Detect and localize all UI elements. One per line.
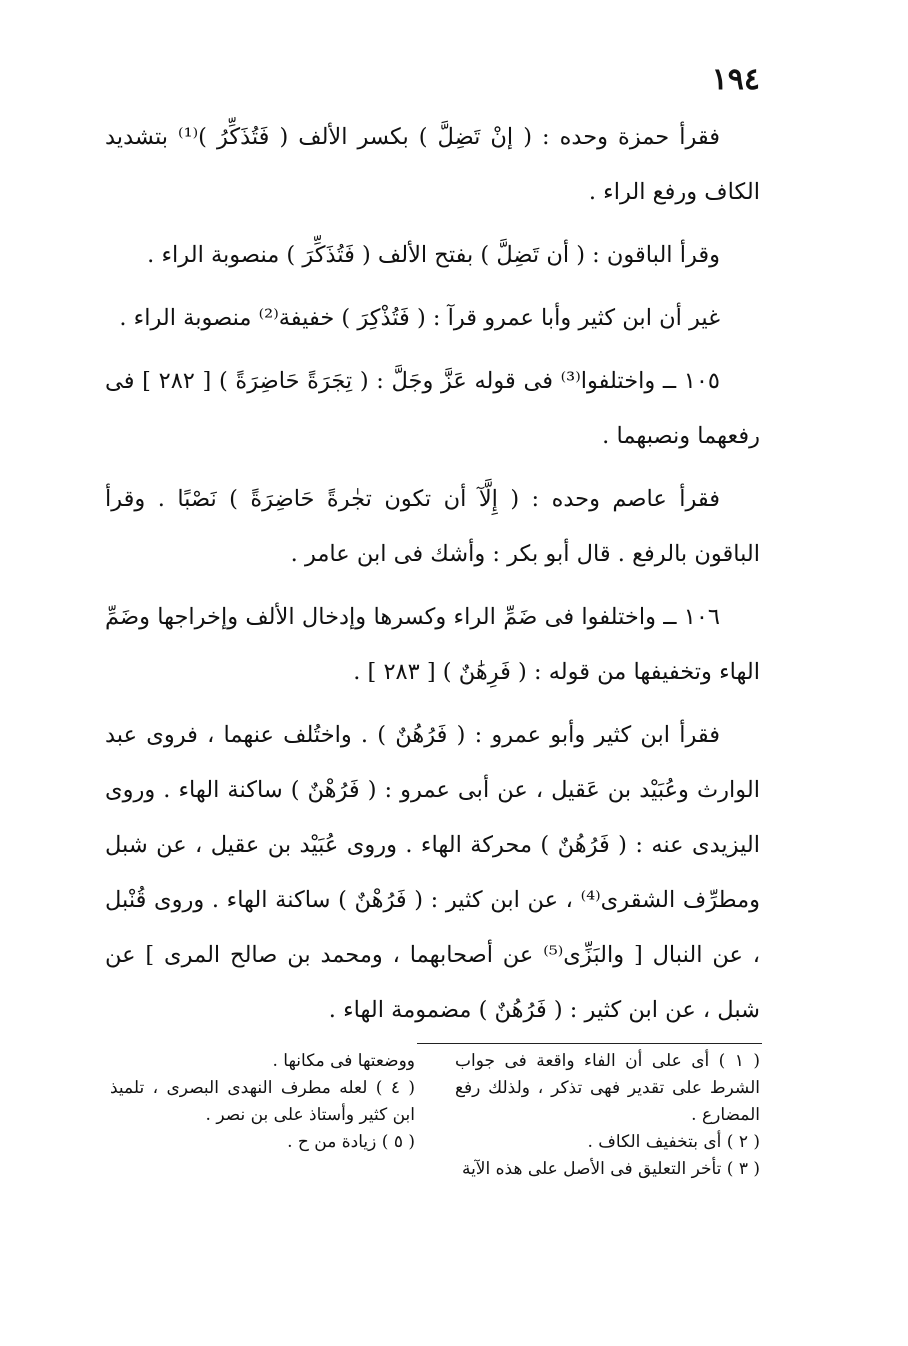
footnotes xyxy=(110,1048,760,1183)
footnote: ( ٥ ) زيادة من ح . xyxy=(287,1132,415,1152)
paragraph: ١٠٦ ــ واختلفوا فى ضَمِّ الراء وكسرها وإدخال الألف وإخراجها وضَمِّ الهاء وتخفيفها من قوله : ( فَرِهَٰنٌ ) [ ٢٨٣ ] . xyxy=(105,604,760,685)
footnote-divider xyxy=(417,1043,762,1044)
footnote: ( ٤ ) لعله مطرف النهدى البصرى ، تلميذ ابن كثير وأستاذ على بن نصر . xyxy=(110,1078,415,1125)
footnote: ( ٢ ) أى بتخفيف الكاف . xyxy=(587,1132,760,1152)
footnote: ( ٣ ) تأخر التعليق فى الأصل على هذه الآية xyxy=(461,1159,760,1179)
body-text xyxy=(105,110,760,1038)
footnote: ( ١ ) أى على أن الفاء واقعة فى جواب الشرط على تقدير فهى تذكر ، ولذلك رفع المضارع . xyxy=(455,1051,761,1125)
paragraph: وقرأ الباقون : ( أن تَضِلَّ ) بفتح الألف ( فَتُذَكِّرَ ) منصوبة الراء . xyxy=(147,242,720,268)
paragraph: فقرأ ابن كثير وأبو عمرو : ( فَرُهُنٌ ) . واختُلف عنهما ، فروى عبد الوارث وعُبَيْد بن عَقيل ، عن أبى عمرو : ( فَرُهْنٌ ) ساكنة الهاء . وروى اليزيدى عنه : ( فَرُهُنٌ ) محركة الهاء . وروى عُبَيْد بن عقيل ، عن شبل ومطرِّف الشقرى⁽⁴⁾ ، عن ابن كثير : ( فَرُهْنٌ ) ساكنة الهاء . وروى قُنْبل ، عن النبال [ والبَزِّى⁽⁵⁾ عن أصحابهما ، ومحمد بن صالح المرى ] عن شبل ، عن ابن كثير : ( فَرُهُنٌ ) مضمومة الهاء . xyxy=(105,722,761,1023)
page-number: ١٩٤ xyxy=(711,62,760,97)
paragraph: فقرأ عاصم وحده : ( إِلَّآ أن تكون تجٰرةً حَاضِرَةً ) نَصْبًا . وقرأ الباقون بالرفع . قال أبو بكر : وأشك فى ابن عامر . xyxy=(105,486,760,567)
paragraph: غير أن ابن كثير وأبا عمرو قرآ : ( فَتُذْكِرَ ) خفيفة⁽²⁾ منصوبة الراء . xyxy=(119,305,720,331)
footnotes-right-column xyxy=(455,1048,760,1183)
footnotes-left-column xyxy=(110,1048,415,1183)
paragraph: ١٠٥ ــ واختلفوا⁽³⁾ فى قوله عَزَّ وجَلَّ : ( تِجَرَةً حَاضِرَةً ) [ ٢٨٢ ] فى رفعهما ونصبهما . xyxy=(105,368,760,449)
footnote-continuation: ووضعتها فى مكانها . xyxy=(272,1051,415,1071)
paragraph: فقرأ حمزة وحده : ( إنْ تَضِلَّ ) بكسر الألف ( فَتُذَكِّرُ )⁽¹⁾ بتشديد الكاف ورفع الراء . xyxy=(105,124,760,205)
